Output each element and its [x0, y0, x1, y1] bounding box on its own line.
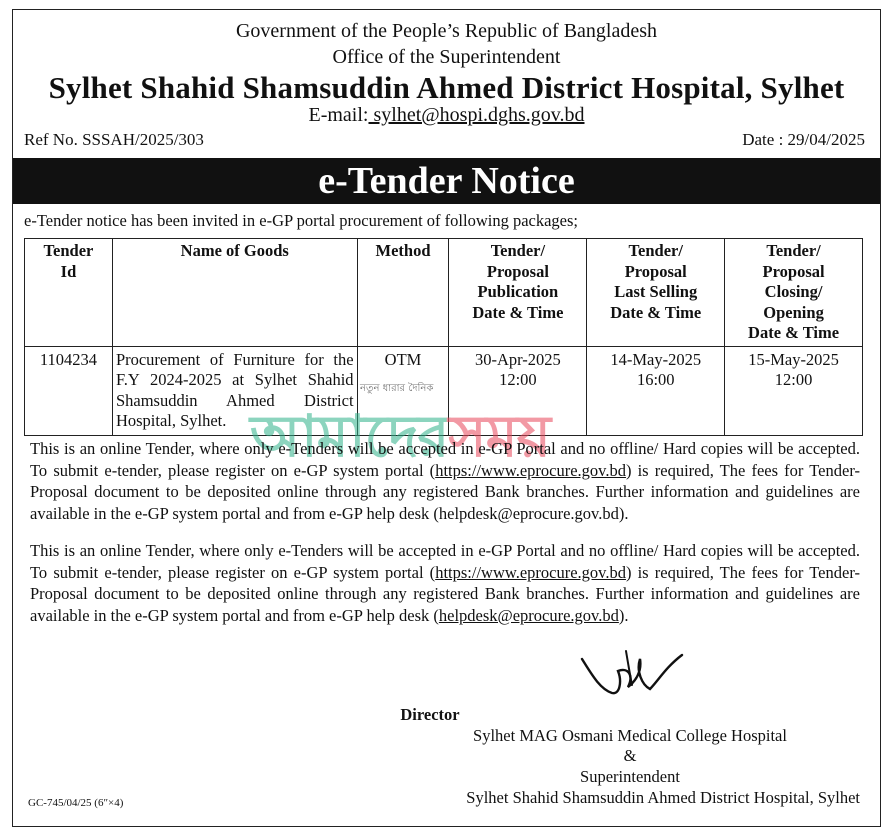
signatory-title: Director — [400, 705, 460, 724]
signature-image — [570, 645, 690, 705]
signatory-line-2: Superintendent — [580, 767, 680, 786]
email-label: E-mail: — [308, 104, 369, 126]
signatory-line-3: Sylhet Shahid Shamsuddin Ahmed District Hospital, Sylhet — [466, 788, 860, 807]
helpdesk-email[interactable]: helpdesk@eprocure.gov.bd — [438, 503, 619, 523]
email-line — [0, 104, 893, 127]
instructions-paragraph-1: This is an online Tender, where only e-Tenders will be accepted in e-GP Portal and no offline/ Hard copies will be accepted. To submit e-tender, please register on e-GP system portal (https://www.eprocure.gov.bd) is required, The fees for Tender-Proposal document to be deposited online through any registered Bank branches. Further information and guidelines are available in the e-GP system portal and from e-GP help desk (helpdesk@eprocure.gov.bd). — [30, 439, 860, 523]
gc-code: GC-745/04/25 (6″×4) — [28, 797, 124, 809]
col-header-method: Method — [357, 239, 449, 347]
government-line: Government of the People’s Republic of Bangladesh — [235, 20, 657, 42]
notice-banner: e-Tender Notice — [13, 158, 880, 204]
signatory-ampersand: & — [623, 746, 637, 765]
email-link[interactable]: sylhet@hospi.dghs.gov.bd — [368, 104, 585, 126]
closing-cell: 15-May-2025 12:00 — [725, 346, 863, 435]
watermark-tagline: নতুন ধারার দৈনিক — [360, 383, 434, 394]
tender-id-cell: 1104234 — [25, 346, 113, 435]
instructions-paragraph-2: This is an online Tender, where only e-Tenders will be accepted in e-GP Portal and no offline/ Hard copies will be accepted. To submit e-tender, please register on e-GP system portal (https://www.eprocure.gov.bd) is required, The fees for Tender-Proposal document to be deposited online through any registered Bank branches. Further information and guidelines are available in the e-GP system portal and from e-GP help desk (helpdesk@eprocure.gov.bd). — [30, 541, 860, 625]
notice-date: Date : 29/04/2025 — [742, 130, 865, 149]
watermark-logo: আমাদেরসময় — [250, 402, 551, 470]
col-header-name-of-goods: Name of Goods — [112, 239, 357, 347]
helpdesk-email[interactable]: helpdesk@eprocure.gov.bd — [438, 605, 619, 625]
signatory-line-1: Sylhet MAG Osmani Medical College Hospital — [473, 726, 787, 745]
method-cell: OTM — [357, 346, 449, 435]
col-header-tender-id: Tender Id — [25, 239, 113, 347]
office-line: Office of the Superintendent — [332, 46, 561, 68]
eprocure-link[interactable]: https://www.eprocure.gov.bd — [435, 562, 626, 582]
table-header-row — [25, 239, 863, 347]
intro-text: e-Tender notice has been invited in e-GP portal procurement of following packages; — [24, 211, 578, 230]
goods-cell: Procurement of Furniture for the F.Y 2024-2025 at Sylhet Shahid Shamsuddin Ahmed District Hospital, Sylhet. — [112, 346, 357, 435]
col-header-last-selling: Tender/ Proposal Last Selling Date & Time — [587, 239, 725, 347]
last-selling-cell: 14-May-2025 16:00 — [587, 346, 725, 435]
col-header-closing: Tender/ Proposal Closing/ Opening Date & Time — [725, 239, 863, 347]
reference-number: Ref No. SSSAH/2025/303 — [24, 130, 204, 149]
hospital-name: Sylhet Shahid Shamsuddin Ahmed District Hospital, Sylhet — [48, 70, 845, 105]
eprocure-link[interactable]: https://www.eprocure.gov.bd — [435, 460, 626, 480]
publication-cell: 30-Apr-2025 12:00 — [449, 346, 587, 435]
col-header-publication: Tender/ Proposal Publication Date & Time — [449, 239, 587, 347]
